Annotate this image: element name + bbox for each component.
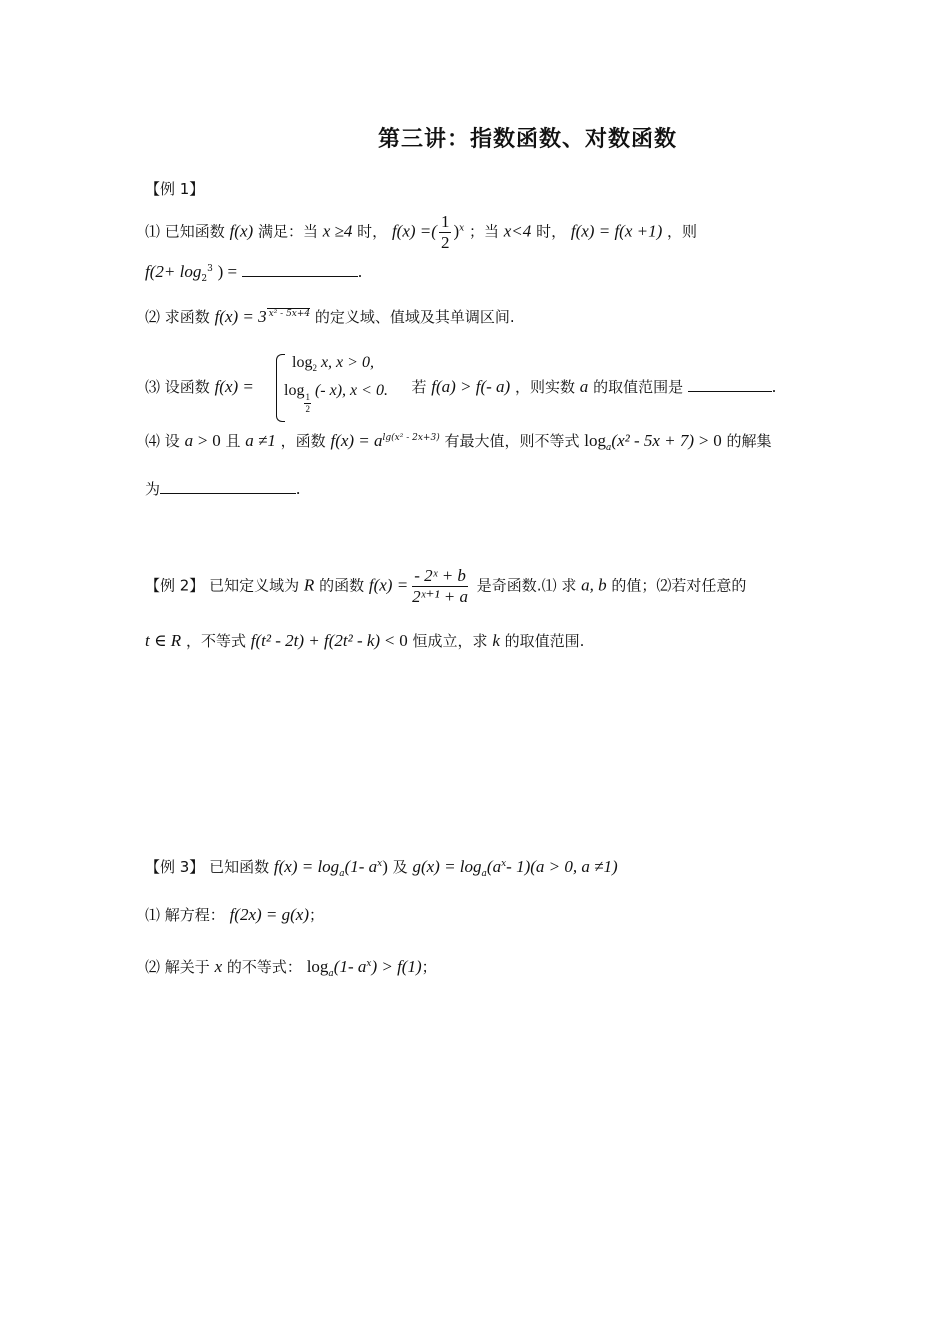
math: x, x > 0, xyxy=(320,354,374,371)
math: k xyxy=(492,631,500,650)
text: 有最大值，则不等式 xyxy=(444,432,580,450)
denominator: 2ˣ⁺¹ + a xyxy=(412,587,469,606)
example-3-line1 xyxy=(145,856,618,879)
answer-blank[interactable] xyxy=(688,377,772,392)
math: (1- a xyxy=(333,957,367,976)
math: t ∈ R xyxy=(145,631,182,650)
ex1-part4-line2 xyxy=(145,478,300,499)
text: 且 xyxy=(225,432,241,450)
math: g(x) = log xyxy=(412,857,482,876)
example-3-label: 【例 3】 xyxy=(145,858,205,876)
math: a ≠1 xyxy=(245,431,276,450)
math: f(x) xyxy=(229,221,254,241)
math: f(x) = log xyxy=(273,857,340,876)
math: f(x) =( xyxy=(391,221,437,241)
text: 恒成立，求 xyxy=(412,632,488,650)
text: ⑵ 解关于 xyxy=(145,958,210,976)
punct: . xyxy=(771,377,777,396)
ex1-part4-line1 xyxy=(145,430,772,453)
answer-blank[interactable] xyxy=(160,479,296,494)
text: 的取值范围. xyxy=(504,632,585,650)
punct: . xyxy=(296,479,301,498)
example-1-label: 【例 1】 xyxy=(145,180,205,198)
piecewise-case-1 xyxy=(292,354,374,373)
superscript: x xyxy=(501,859,507,869)
math: log xyxy=(306,957,329,976)
subscript: a xyxy=(339,869,345,879)
math: ) = xyxy=(217,262,238,281)
text: 的定义域、值域及其单调区间. xyxy=(314,308,515,326)
math: ) > f(1) xyxy=(371,957,422,976)
example-3-q1 xyxy=(145,904,324,925)
punct: ； xyxy=(421,958,437,976)
text: 满足：当 xyxy=(257,222,318,241)
text: ，函数 xyxy=(280,432,326,450)
math: f(2+ log xyxy=(145,262,202,281)
math: 0 xyxy=(212,431,221,450)
text: ，则 xyxy=(667,222,698,241)
math: f(x) = f(x +1) xyxy=(570,221,663,241)
math: > xyxy=(197,431,208,450)
text: 时， xyxy=(357,222,388,241)
math: f(t² - 2t) + f(2t² - k) xyxy=(250,631,381,650)
math: x<4 xyxy=(503,221,532,241)
math: f(a) > f(- a) xyxy=(431,377,511,396)
math: a xyxy=(579,377,589,396)
denominator: 2 xyxy=(305,404,310,414)
text: 已知函数 xyxy=(209,858,270,876)
math: ) xyxy=(453,221,460,241)
math: 0 xyxy=(713,431,722,450)
text: ⑴ 已知函数 xyxy=(145,222,225,241)
subscript: a xyxy=(481,869,487,879)
text: ⑷ 设 xyxy=(145,432,180,450)
text: 的值；⑵若对任意的 xyxy=(611,576,747,595)
text: ，则实数 xyxy=(515,378,576,396)
math: f(x) = a xyxy=(330,431,383,450)
page-title: 第三讲：指数函数、对数函数 xyxy=(378,127,678,152)
ex1-part3 xyxy=(145,376,776,397)
superscript: lg(x² - 2x+3) xyxy=(382,433,440,443)
numerator: 1 xyxy=(305,392,310,402)
subscript-fraction xyxy=(304,392,311,415)
math: log xyxy=(284,382,305,399)
example-2-label: 【例 2】 xyxy=(145,576,205,595)
ex1-part1-line1 xyxy=(145,212,697,253)
punct: ； xyxy=(309,906,325,924)
text: 已知定义域为 xyxy=(209,576,300,595)
math: (- x), x < 0. xyxy=(314,382,388,399)
math: f(2x) = g(x) xyxy=(229,905,309,924)
text: 时， xyxy=(536,222,567,241)
math: (x² - 5x + 7) xyxy=(611,431,695,450)
subscript: a xyxy=(328,969,334,979)
fraction xyxy=(439,212,452,253)
math: a, b xyxy=(581,575,607,595)
ex1-part2 xyxy=(145,306,515,327)
text: ，不等式 xyxy=(185,632,246,650)
math: 0 xyxy=(399,631,408,650)
radical-exponent: x² - 5x+4 xyxy=(268,309,311,319)
math: < xyxy=(384,631,395,650)
superscript: x xyxy=(459,223,465,234)
example-2-line1 xyxy=(145,566,746,607)
math: log xyxy=(584,431,607,450)
math: (1- a xyxy=(344,857,378,876)
math: > xyxy=(698,431,709,450)
math: log xyxy=(292,354,313,371)
text: ⑴ 解方程： xyxy=(145,906,225,924)
math: x xyxy=(214,957,223,976)
fraction xyxy=(410,566,470,607)
example-3-q2 xyxy=(145,956,437,979)
text: ；当 xyxy=(468,222,499,241)
subscript: 2 xyxy=(201,274,208,284)
denominator: 2 xyxy=(440,233,450,252)
text: 的不等式： xyxy=(226,958,302,976)
text: 若 xyxy=(411,378,427,396)
math: ) xyxy=(382,857,388,876)
math: R xyxy=(303,575,315,595)
subscript: a xyxy=(606,443,612,453)
math: a xyxy=(184,431,194,450)
superscript: x xyxy=(366,959,372,969)
text: 的取值范围是 xyxy=(593,378,684,396)
text: 及 xyxy=(392,858,408,876)
math: x ≥4 xyxy=(322,221,353,241)
math: f(x) = xyxy=(368,575,409,595)
math: f(x) = 3 xyxy=(214,307,267,326)
piecewise-case-2 xyxy=(284,382,388,415)
math: f(x) = xyxy=(214,377,254,396)
superscript: x xyxy=(377,859,383,869)
math: (a xyxy=(486,857,502,876)
math: - 1)(a > 0, a ≠1) xyxy=(506,857,618,876)
subscript: 2 xyxy=(312,363,317,374)
numerator: 1 xyxy=(440,212,450,231)
ex1-part1-line2 xyxy=(145,262,362,284)
text: ⑶ 设函数 xyxy=(145,378,210,396)
superscript: 3 xyxy=(207,264,213,274)
text: 为 xyxy=(145,480,161,498)
punct: . xyxy=(357,262,363,281)
answer-blank[interactable] xyxy=(242,262,358,277)
numerator: - 2ˣ + b xyxy=(414,566,466,585)
text: 的解集 xyxy=(726,432,772,450)
example-2-line2 xyxy=(145,630,584,651)
text: ⑵ 求函数 xyxy=(145,308,210,326)
text: 是奇函数.⑴ 求 xyxy=(476,576,577,595)
text: 的函数 xyxy=(319,576,365,595)
